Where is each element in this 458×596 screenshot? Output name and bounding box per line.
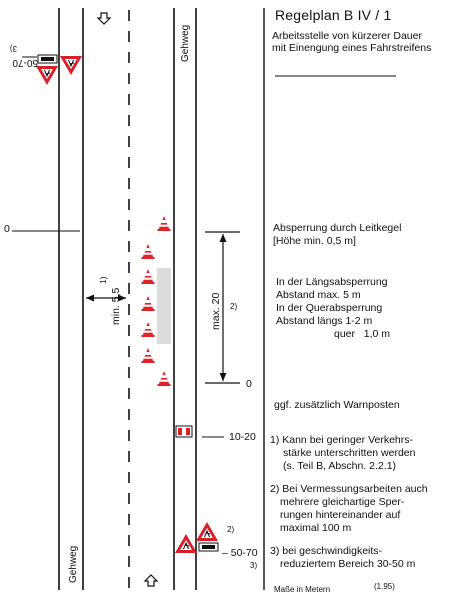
distance-50-70-note: 3) (250, 561, 258, 570)
description-line-2: mit Einengung eines Fahrstreifens (272, 42, 432, 54)
footnote-1-line-3: (s. Teil B, Abschn. 2.2.1) (283, 460, 397, 472)
roadworks-sign-left-icon (36, 66, 58, 85)
footnote-2-line-1: 2) Bei Vermessungsarbeiten auch (270, 483, 428, 495)
note-absperrung-2: [Höhe min. 0,5 m] (273, 235, 356, 247)
traffic-cone-icon (142, 244, 155, 259)
note-warnposten: ggf. zusätzlich Warnposten (274, 399, 400, 411)
traffic-cone-icon (142, 322, 155, 337)
warning-post-icon (176, 426, 192, 437)
traffic-cone-icon (142, 296, 155, 311)
note-laengs-1: In der Längsabsperrung (276, 276, 388, 288)
note-absperrung-1: Absperrung durch Leitkegel (273, 222, 402, 234)
max-length-label: max. 20 (210, 292, 222, 330)
sidewalk-bottom-label: Gehweg (68, 545, 79, 583)
footnote-2-line-3: rungen hintereinander auf (280, 509, 401, 521)
min-width-label: min. 5,5 (110, 287, 122, 325)
edition-label: (1.95) (374, 582, 395, 591)
cones-end-zero-marker: 0 (246, 378, 252, 390)
direction-arrow-up-icon (145, 575, 157, 586)
traffic-cone-icon (158, 371, 171, 386)
work-area (157, 268, 171, 344)
footnote-2-line-4: maximal 100 m (280, 522, 352, 534)
roadworks-sign-icon (175, 534, 197, 553)
note-quer-2: Abstand längs 1-2 m (276, 315, 373, 327)
roadworks-sign-small-icon (196, 522, 218, 541)
max-length-note: 2) (230, 302, 238, 311)
give-way-sign-left-icon (60, 56, 82, 75)
page-title: Regelplan B IV / 1 (275, 7, 392, 23)
note-quer-3: quer 1,0 m (334, 328, 391, 340)
footnote-1-line-2: stärke unterschritten werden (283, 447, 416, 459)
left-zero-marker: 0 (4, 223, 10, 235)
traffic-cone-icon (142, 269, 155, 284)
footnote-3-line-1: 3) bei geschwindigkeits- (270, 545, 383, 557)
footnote-3-line-2: reduziertem Bereich 30-50 m (280, 558, 416, 570)
traffic-cone-icon (142, 348, 155, 363)
sign-note-2: 2) (227, 525, 235, 534)
note-laengs-2: Abstand max. 5 m (276, 289, 361, 301)
description-line-1: Arbeitsstelle von kürzerer Dauer (272, 30, 422, 42)
sidewalk-top-label: Gehweg (180, 24, 191, 62)
footnote-2-line-2: mehrere gleichartige Sper- (280, 496, 405, 508)
note-quer-1: In der Querabsperrung (276, 302, 383, 314)
mirrored-note-label: 3) (9, 44, 17, 53)
distance-10-20-label: 10-20 (229, 431, 256, 443)
mirrored-distance-label: 50-70 (12, 57, 38, 68)
distance-50-70-label: – 50-70 (222, 547, 258, 559)
traffic-cone-icon (158, 216, 171, 231)
min-width-note: 1) (98, 276, 108, 284)
direction-arrow-down-icon (98, 13, 110, 24)
footnote-1-line-1: 1) Kann bei geringer Verkehrs- (270, 434, 413, 446)
units-label: Maße in Metern (274, 585, 331, 594)
